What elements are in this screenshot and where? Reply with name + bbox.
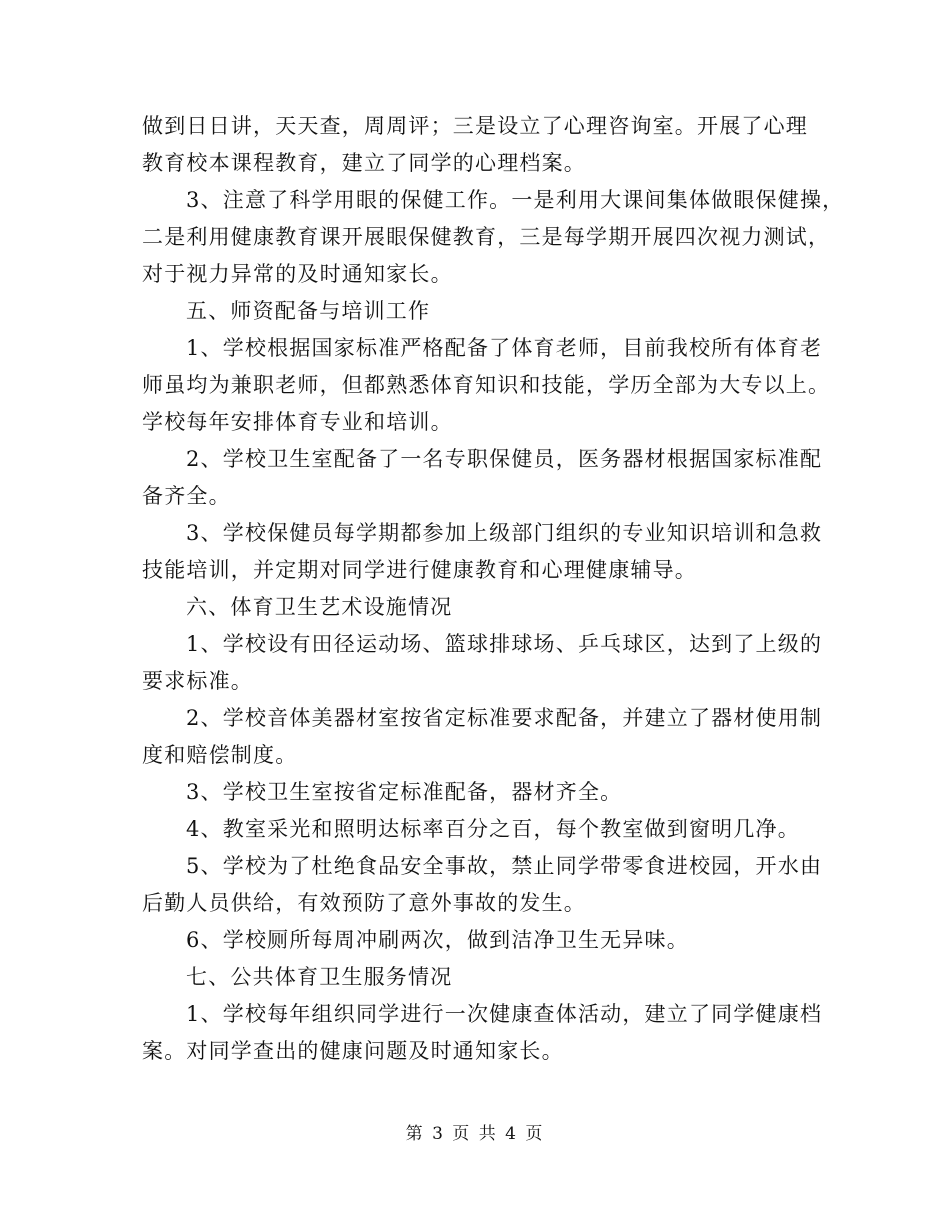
text-line: 学校每年安排体育专业和培训。 [142,410,453,434]
text-line: 后勤人员供给，有效预防了意外事故的发生。 [142,891,586,915]
section-heading: 五、师资配备与培训工作 [186,299,431,323]
text-line: 5、学校为了杜绝食品安全事故，禁止同学带零食进校园，开水由 [186,854,823,878]
text-line: 3、注意了科学用眼的保健工作。一是利用大课间集体做眼保健操， [186,188,845,212]
document-body [142,108,845,1070]
page-number-footer: 第 3 页 共 4 页 [405,1124,545,1144]
text-line: 1、学校设有田径运动场、篮球排球场、乒乓球区，达到了上级的 [186,632,823,656]
text-line: 4、教室采光和照明达标率百分之百，每个教室做到窗明几净。 [186,817,800,841]
text-line: 2、学校音体美器材室按省定标准要求配备，并建立了器材使用制 [186,706,823,730]
text-line: 6、学校厕所每周冲刷两次，做到洁净卫生无异味。 [186,928,689,952]
text-line: 备齐全。 [142,484,231,508]
text-line: 案。对同学查出的健康问题及时通知家长。 [142,1039,564,1063]
section-heading: 六、体育卫生艺术设施情况 [186,595,453,619]
text-line: 3、学校卫生室按省定标准配备，器材齐全。 [186,780,623,804]
text-line: 二是利用健康教育课开展眼保健教育，三是每学期开展四次视力测试， [142,225,831,249]
text-line: 1、学校每年组织同学进行一次健康查体活动，建立了同学健康档 [186,1002,823,1026]
text-line: 要求标准。 [142,669,253,693]
text-line: 1、学校根据国家标准严格配备了体育老师，目前我校所有体育老 [186,336,823,360]
text-line: 2、学校卫生室配备了一名专职保健员，医务器材根据国家标准配 [186,447,823,471]
section-heading: 七、公共体育卫生服务情况 [186,965,453,989]
text-line: 3、学校保健员每学期都参加上级部门组织的专业知识培训和急救 [186,521,823,545]
text-line: 度和赔偿制度。 [142,743,298,767]
text-line: 对于视力异常的及时通知家长。 [142,262,453,286]
text-line: 师虽均为兼职老师，但都熟悉体育知识和技能，学历全部为大专以上。 [142,373,831,397]
text-line: 教育校本课程教育，建立了同学的心理档案。 [142,151,586,175]
text-line: 技能培训，并定期对同学进行健康教育和心理健康辅导。 [142,558,697,582]
text-line: 做到日日讲，天天查，周周评；三是设立了心理咨询室。开展了心理 [142,114,808,138]
